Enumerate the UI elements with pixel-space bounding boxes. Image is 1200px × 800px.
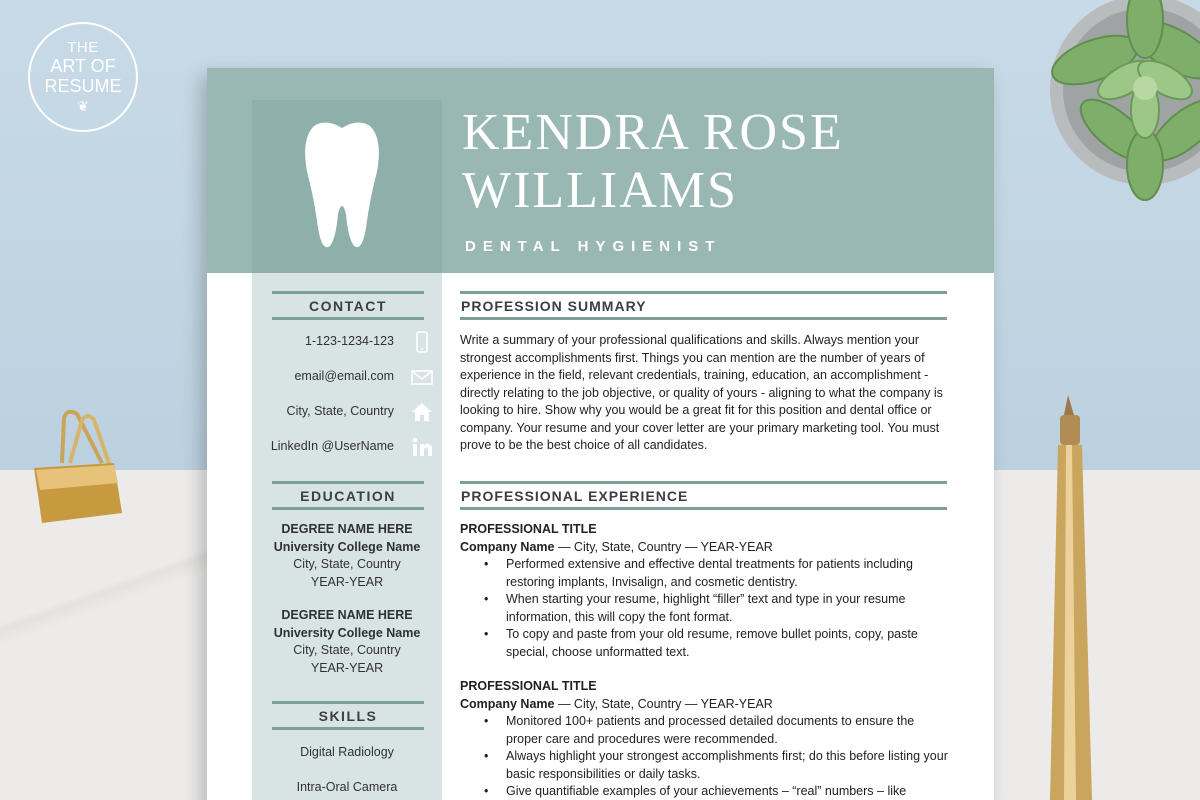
- linkedin-icon: [410, 436, 434, 458]
- art-of-resume-logo: [28, 22, 138, 132]
- school-location: City, State, Country: [293, 643, 401, 657]
- tooth-logo-box: [252, 100, 442, 273]
- role-details: — City, State, Country — YEAR-YEAR: [554, 539, 773, 554]
- phone-text: 1-123-1234-123: [305, 334, 394, 348]
- experience-entry-2: [460, 678, 950, 800]
- logo-line-1: THE: [67, 39, 99, 56]
- resume-document: [207, 68, 994, 800]
- list-item: • Monitored 100+ patients and processed detailed documents to ensure the proper care and procedures were recommended.: [460, 713, 950, 748]
- skill-item: Digital Radiology: [300, 745, 394, 759]
- list-item: • Performed extensive and effective dental treatments for patients including restoring implants, Invisalign, and cosmetic dentistry.: [460, 556, 950, 591]
- contact-heading: CONTACT: [272, 291, 424, 320]
- contact-phone: [252, 331, 442, 353]
- company-name: Company Name: [460, 696, 555, 711]
- tooth-icon: [302, 118, 382, 253]
- role-bullets: [460, 556, 950, 661]
- binder-clip-icon: [22, 408, 132, 528]
- experience-heading: PROFESSIONAL EXPERIENCE: [460, 481, 947, 510]
- summary-text: Write a summary of your professional qualifications and skills. Always mention your strongest accomplishments first. Things you can mention are the number of years of experience in the field, relevant credentials, training, education, an accomplishment - directly relating to the job objective, or quality of yours - aligning to what the company is looking to hire. Show why you would be a great fit for this position and dental office or company. Your resume and your cover letter are your primary marketing tool. You must prove to be the best choice of all candidates.: [460, 333, 943, 452]
- leaf-icon: ❦: [77, 98, 89, 114]
- phone-icon: [410, 331, 434, 353]
- role-company-line: [460, 539, 950, 557]
- location-text: City, State, Country: [286, 404, 394, 418]
- role-company-line: [460, 696, 950, 714]
- contact-linkedin: [252, 436, 442, 458]
- linkedin-text: LinkedIn @UserName: [270, 439, 394, 453]
- summary-heading: PROFESSION SUMMARY: [460, 291, 947, 320]
- list-item: • Give quantifiable examples of your achievements – “real” numbers – like: [460, 783, 950, 800]
- school-years: YEAR-YEAR: [310, 660, 384, 675]
- skill-item: Intra-Oral Camera: [296, 780, 398, 794]
- home-icon: [410, 401, 434, 423]
- email-text: email@email.com: [294, 369, 394, 383]
- degree-name: DEGREE NAME HERE: [281, 522, 413, 536]
- gold-pen-icon: [1030, 395, 1110, 800]
- degree-name: DEGREE NAME HERE: [281, 608, 413, 622]
- logo-line-3: RESUME: [44, 76, 122, 96]
- education-heading: EDUCATION: [272, 481, 424, 510]
- envelope-icon: [410, 366, 434, 388]
- job-title: DENTAL HYGIENIST: [465, 238, 722, 255]
- role-bullets: [460, 713, 950, 800]
- logo-line-2: ART OF: [50, 56, 116, 76]
- company-name: Company Name: [460, 539, 555, 554]
- role-details: — City, State, Country — YEAR-YEAR: [554, 696, 773, 711]
- contact-email: [252, 366, 442, 388]
- school-years: YEAR-YEAR: [310, 574, 384, 589]
- name-line-1: KENDRA ROSE: [462, 104, 844, 161]
- name-line-2: WILLIAMS: [462, 162, 738, 219]
- skills-heading: SKILLS: [272, 701, 424, 730]
- contact-location: [252, 401, 442, 423]
- succulent-plant-icon: [1035, 0, 1200, 210]
- education-entry-1: [252, 521, 442, 591]
- list-item: • When starting your resume, highlight “filler” text and type in your resume information, this will copy the font format.: [460, 591, 950, 626]
- role-title: PROFESSIONAL TITLE: [460, 522, 597, 536]
- list-item: • To copy and paste from your old resume, remove bullet points, copy, paste special, choose unformatted text.: [460, 626, 950, 661]
- list-item: • Always highlight your strongest accomplishments first; do this before listing your basic responsibilities or daily tasks.: [460, 748, 950, 783]
- experience-entry-1: [460, 521, 950, 661]
- school-name: University College Name: [273, 539, 421, 554]
- school-location: City, State, Country: [293, 557, 401, 571]
- education-entry-2: [252, 607, 442, 677]
- candidate-name: [462, 104, 844, 220]
- role-title: PROFESSIONAL TITLE: [460, 679, 597, 693]
- school-name: University College Name: [273, 625, 421, 640]
